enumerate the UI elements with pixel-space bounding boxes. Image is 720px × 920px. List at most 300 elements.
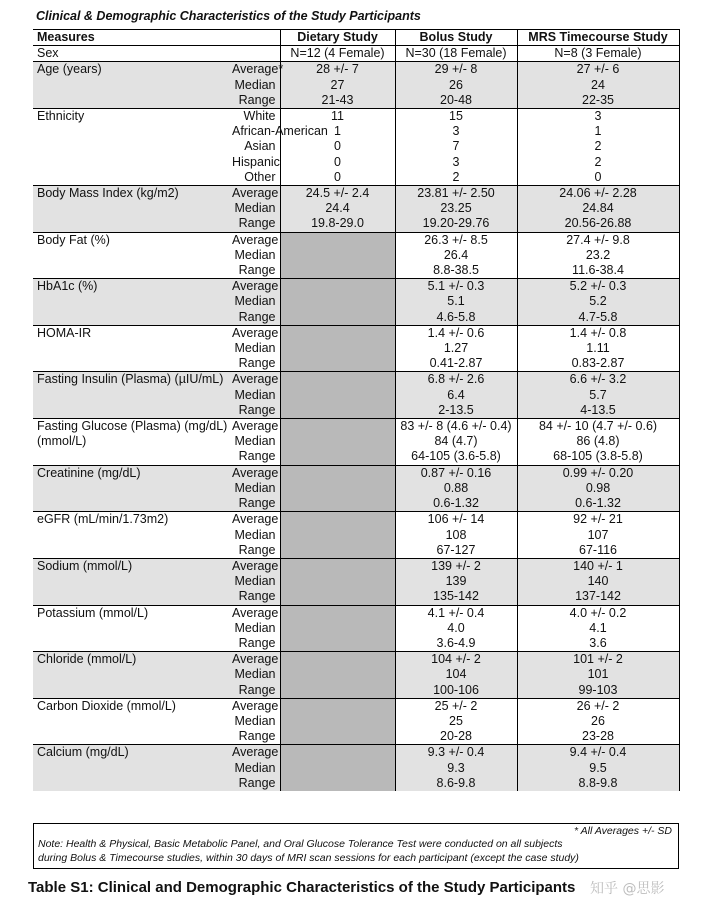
dietary-value <box>280 605 395 621</box>
bolus-value: 4.1 +/- 0.4 <box>395 605 517 621</box>
dietary-value <box>280 403 395 419</box>
table-row <box>33 589 679 605</box>
measure-label: Ethnicity <box>33 109 228 125</box>
mrs-value: 0.98 <box>517 481 679 496</box>
bolus-value: 100-106 <box>395 683 517 699</box>
bolus-value: 139 +/- 2 <box>395 558 517 574</box>
measure-label: Body Mass Index (kg/m2) <box>33 186 228 202</box>
mrs-value: 5.7 <box>517 388 679 403</box>
mrs-value: 101 +/- 2 <box>517 652 679 668</box>
bolus-value: 5.1 +/- 0.3 <box>395 279 517 295</box>
measure-label: HOMA-IR <box>33 325 228 341</box>
mrs-value: 9.4 +/- 0.4 <box>517 745 679 761</box>
mrs-value: 23-28 <box>517 729 679 745</box>
table-row <box>33 636 679 652</box>
bolus-value: 20-48 <box>395 93 517 109</box>
stat-label: Average <box>228 652 280 668</box>
mrs-value: 0.6-1.32 <box>517 496 679 512</box>
header-row <box>33 30 679 46</box>
mrs-value: 27.4 +/- 9.8 <box>517 232 679 248</box>
mrs-value: 3 <box>517 109 679 125</box>
mrs-value: 4.1 <box>517 621 679 636</box>
dietary-value: 19.8-29.0 <box>280 216 395 232</box>
mrs-value: 101 <box>517 667 679 682</box>
mrs-value: 2 <box>517 155 679 170</box>
bolus-value: 64-105 (3.6-5.8) <box>395 449 517 465</box>
table-row <box>33 543 679 559</box>
mrs-value: 6.6 +/- 3.2 <box>517 372 679 388</box>
measure-label <box>33 78 228 93</box>
stat-label: Median <box>228 201 280 216</box>
stat-label: Average <box>228 232 280 248</box>
measure-label: Sodium (mmol/L) <box>33 558 228 574</box>
table-row <box>33 745 679 761</box>
table-row <box>33 124 679 139</box>
table-body <box>33 46 679 791</box>
mrs-value: 0.83-2.87 <box>517 356 679 372</box>
dietary-value <box>280 621 395 636</box>
stat-label: Range <box>238 542 276 557</box>
mrs-value: 22-35 <box>517 93 679 109</box>
stat-label: Average <box>228 698 280 714</box>
dietary-value <box>280 636 395 652</box>
stat-label: Range <box>228 310 280 326</box>
table-row <box>33 403 679 419</box>
bolus-value: 8.8-38.5 <box>395 263 517 279</box>
stat-label: Range <box>238 449 276 464</box>
stat-label: Median <box>228 481 280 496</box>
measure-label <box>33 216 228 232</box>
mrs-value: 5.2 <box>517 294 679 309</box>
dietary-value <box>280 714 395 729</box>
table-row <box>33 449 679 465</box>
dietary-value <box>280 512 395 528</box>
dietary-value: 0 <box>280 170 395 186</box>
measure-label <box>33 574 228 589</box>
sex-row <box>33 46 679 62</box>
measure-label <box>33 729 228 745</box>
mrs-value: 140 +/- 1 <box>517 558 679 574</box>
mrs-value: 1.11 <box>517 341 679 356</box>
measure-label: Potassium (mmol/L) <box>33 605 228 621</box>
table-row <box>33 605 679 621</box>
stat-label: Median <box>234 341 276 356</box>
dietary-value <box>280 667 395 682</box>
dietary-value <box>280 388 395 403</box>
bolus-value: 20-28 <box>395 729 517 745</box>
sex-dietary: N=12 (4 Female) <box>280 46 395 62</box>
measure-label <box>33 543 228 559</box>
table-row <box>33 729 679 745</box>
bolus-value: 26 <box>395 78 517 93</box>
mrs-value: 99-103 <box>517 683 679 699</box>
table-row <box>33 62 679 78</box>
mrs-value: 8.8-9.8 <box>517 776 679 791</box>
bolus-value: 3 <box>395 124 517 139</box>
note-box <box>33 823 679 869</box>
measure-label <box>33 714 228 729</box>
table-row <box>33 232 679 248</box>
table-row <box>33 574 679 589</box>
stat-label: Range <box>238 356 276 371</box>
sex-label: Sex <box>33 46 280 62</box>
stat-label: Range <box>238 263 276 278</box>
table-row <box>33 216 679 232</box>
measure-label <box>33 93 228 109</box>
stat-label: Range <box>228 403 280 419</box>
bolus-value: 84 (4.7) <box>395 434 517 449</box>
sex-mrs: N=8 (3 Female) <box>517 46 679 62</box>
bolus-value: 26.3 +/- 8.5 <box>395 232 517 248</box>
stat-label: Hispanic <box>232 154 280 169</box>
watermark: 知乎 @思影 <box>590 881 665 897</box>
stat-label: Median <box>228 574 280 589</box>
table-caption: Table S1: Clinical and Demographic Characteristics of the Study Participants <box>28 879 576 896</box>
table-row <box>33 201 679 216</box>
table-row <box>33 652 679 668</box>
table-row <box>33 248 679 263</box>
table-row <box>33 186 679 202</box>
dietary-value <box>280 558 395 574</box>
bolus-value: 104 +/- 2 <box>395 652 517 668</box>
stat-label: Other <box>244 169 276 184</box>
bolus-value: 135-142 <box>395 589 517 605</box>
bolus-value: 23.25 <box>395 201 517 216</box>
dietary-value: 0 <box>280 139 395 154</box>
dietary-value <box>280 481 395 496</box>
bolus-value: 83 +/- 8 (4.6 +/- 0.4) <box>395 419 517 435</box>
stat-label: Median <box>228 667 280 682</box>
mrs-value: 137-142 <box>517 589 679 605</box>
mrs-value: 107 <box>517 528 679 543</box>
stat-label: Range <box>228 683 280 699</box>
stat-label: Range <box>228 776 280 791</box>
dietary-value: 0 <box>280 155 395 170</box>
measure-label <box>33 667 228 682</box>
table-row <box>33 528 679 543</box>
dietary-value <box>280 419 395 435</box>
dietary-value <box>280 745 395 761</box>
dietary-value <box>280 528 395 543</box>
measure-label: eGFR (mL/min/1.73m2) <box>33 512 228 528</box>
bolus-value: 6.4 <box>395 388 517 403</box>
dietary-value: 24.4 <box>280 201 395 216</box>
bolus-value: 2 <box>395 170 517 186</box>
mrs-value: 1.4 +/- 0.8 <box>517 325 679 341</box>
bolus-value: 29 +/- 8 <box>395 62 517 78</box>
mrs-value: 3.6 <box>517 636 679 652</box>
bolus-value: 9.3 +/- 0.4 <box>395 745 517 761</box>
mrs-value: 20.56-26.88 <box>517 216 679 232</box>
bolus-value: 9.3 <box>395 761 517 776</box>
measure-label <box>33 496 228 512</box>
measure-label: Age (years) <box>33 62 228 78</box>
sex-bolus: N=30 (18 Female) <box>395 46 517 62</box>
dietary-value <box>280 356 395 372</box>
dietary-value <box>280 310 395 326</box>
mrs-value: 67-116 <box>517 543 679 559</box>
stat-label: Average <box>228 419 280 435</box>
dietary-value <box>280 325 395 341</box>
bolus-value: 26.4 <box>395 248 517 263</box>
dietary-value <box>280 232 395 248</box>
dietary-value <box>280 465 395 481</box>
bolus-value: 0.6-1.32 <box>395 496 517 512</box>
measure-label <box>33 636 228 652</box>
stat-label: Range <box>228 496 280 512</box>
measure-label <box>33 155 228 170</box>
table-row <box>33 341 679 356</box>
mrs-value: 4.0 +/- 0.2 <box>517 605 679 621</box>
table-row <box>33 372 679 388</box>
dietary-value: 28 +/- 7 <box>280 62 395 78</box>
mrs-value: 26 <box>517 714 679 729</box>
table-row <box>33 667 679 682</box>
bolus-value: 2-13.5 <box>395 403 517 419</box>
bolus-value: 1.4 +/- 0.6 <box>395 325 517 341</box>
measure-label: Chloride (mmol/L) <box>33 652 228 668</box>
table-row <box>33 388 679 403</box>
bolus-value: 67-127 <box>395 543 517 559</box>
stat-label: Range <box>228 93 280 109</box>
measure-label <box>33 449 228 465</box>
table-row <box>33 93 679 109</box>
bolus-value: 1.27 <box>395 341 517 356</box>
mrs-value: 86 (4.8) <box>517 434 679 449</box>
stat-label: Average <box>228 186 280 202</box>
stat-label: Average <box>228 465 280 481</box>
table-row <box>33 776 679 791</box>
note-line-2: during Bolus & Timecourse studies, within 30 days of MRI scan sessions for each participant (except the case study) <box>38 852 579 864</box>
measure-label <box>33 248 228 263</box>
bolus-value: 106 +/- 14 <box>395 512 517 528</box>
dietary-value <box>280 543 395 559</box>
stat-label: Range <box>228 589 280 605</box>
mrs-value: 26 +/- 2 <box>517 698 679 714</box>
table-row <box>33 481 679 496</box>
bolus-value: 8.6-9.8 <box>395 776 517 791</box>
measure-label <box>33 341 228 356</box>
table-row <box>33 558 679 574</box>
dietary-value <box>280 294 395 309</box>
table-row <box>33 512 679 528</box>
mrs-value: 9.5 <box>517 761 679 776</box>
mrs-value: 24 <box>517 78 679 93</box>
measure-label <box>33 124 228 139</box>
stat-label: Median <box>234 247 276 262</box>
mrs-value: 11.6-38.4 <box>517 263 679 279</box>
dietary-value <box>280 372 395 388</box>
table-row <box>33 78 679 93</box>
stat-label: Average <box>228 512 280 528</box>
stat-label: Median <box>234 434 276 449</box>
mrs-value: 2 <box>517 139 679 154</box>
stat-label: Asian <box>244 139 276 154</box>
dietary-value <box>280 263 395 279</box>
stat-label: Average <box>228 372 280 388</box>
measure-label <box>33 139 228 154</box>
table-row <box>33 294 679 309</box>
dietary-value <box>280 449 395 465</box>
measure-label: Calcium (mg/dL) <box>33 745 228 761</box>
mrs-value: 4.7-5.8 <box>517 310 679 326</box>
bolus-value: 104 <box>395 667 517 682</box>
bolus-value: 3.6-4.9 <box>395 636 517 652</box>
measure-label: (mmol/L) <box>37 434 87 449</box>
bolus-value: 0.88 <box>395 481 517 496</box>
bolus-value: 4.0 <box>395 621 517 636</box>
stat-label: Median <box>228 78 280 93</box>
stat-label: Median <box>228 294 280 309</box>
mrs-value: 4-13.5 <box>517 403 679 419</box>
dietary-value <box>280 574 395 589</box>
stat-label: Median <box>228 761 280 776</box>
measure-label <box>33 356 228 372</box>
measure-label <box>33 263 228 279</box>
measure-label <box>33 776 228 791</box>
dietary-value <box>280 729 395 745</box>
mrs-value: 27 +/- 6 <box>517 62 679 78</box>
mrs-value: 0 <box>517 170 679 186</box>
table-row <box>33 170 679 186</box>
dietary-value: 11 <box>280 109 395 125</box>
measure-label <box>33 403 228 419</box>
measure-label <box>33 683 228 699</box>
dietary-value: 27 <box>280 78 395 93</box>
stat-label: African-American <box>232 124 328 139</box>
dietary-value <box>280 496 395 512</box>
note-line-1: Note: Health & Physical, Basic Metabolic Panel, and Oral Glucose Tolerance Test were conducted on all subjects <box>38 838 563 850</box>
measure-label: HbA1c (%) <box>33 279 228 295</box>
table-row <box>33 419 679 435</box>
mrs-value: 84 +/- 10 (4.7 +/- 0.6) <box>517 419 679 435</box>
measure-label <box>33 589 228 605</box>
measure-label: Carbon Dioxide (mmol/L) <box>33 698 228 714</box>
stat-label: Median <box>228 388 280 403</box>
table-row <box>33 325 679 341</box>
dietary-value <box>280 698 395 714</box>
dietary-value <box>280 434 395 449</box>
dietary-value <box>280 652 395 668</box>
bolus-value: 25 <box>395 714 517 729</box>
table-row <box>33 698 679 714</box>
sheet-title: Clinical & Demographic Characteristics of the Study Participants <box>36 9 421 23</box>
bolus-value: 15 <box>395 109 517 125</box>
mrs-value: 0.99 +/- 0.20 <box>517 465 679 481</box>
bolus-value: 19.20-29.76 <box>395 216 517 232</box>
measure-label <box>33 201 228 216</box>
bolus-value: 5.1 <box>395 294 517 309</box>
table-row <box>33 279 679 295</box>
table-row <box>33 465 679 481</box>
bolus-value: 139 <box>395 574 517 589</box>
header-dietary: Dietary Study <box>280 30 395 46</box>
bolus-value: 0.41-2.87 <box>395 356 517 372</box>
dietary-value <box>280 761 395 776</box>
bolus-value: 0.87 +/- 0.16 <box>395 465 517 481</box>
measure-label: Creatinine (mg/dL) <box>33 465 228 481</box>
table-row <box>33 155 679 170</box>
mrs-value: 140 <box>517 574 679 589</box>
dietary-value: 1 <box>280 124 395 139</box>
stat-label: Range <box>238 635 276 650</box>
mrs-value: 5.2 +/- 0.3 <box>517 279 679 295</box>
measure-label: Fasting Insulin (Plasma) (µIU/mL) <box>33 372 228 388</box>
bolus-value: 6.8 +/- 2.6 <box>395 372 517 388</box>
bolus-value: 108 <box>395 528 517 543</box>
measure-label <box>33 761 228 776</box>
stat-label: Average* <box>228 62 280 78</box>
measure-label <box>33 388 228 403</box>
mrs-value: 92 +/- 21 <box>517 512 679 528</box>
dietary-value <box>280 279 395 295</box>
table-row <box>33 683 679 699</box>
mrs-value: 24.84 <box>517 201 679 216</box>
footnote: * All Averages +/- SD <box>574 825 672 837</box>
stat-label: Median <box>234 713 276 728</box>
measure-label: Fasting Glucose (Plasma) (mg/dL) <box>33 419 228 435</box>
stat-label: Median <box>234 527 276 542</box>
mrs-value: 23.2 <box>517 248 679 263</box>
characteristics-table <box>33 29 680 791</box>
measure-label <box>33 170 228 186</box>
mrs-value: 24.06 +/- 2.28 <box>517 186 679 202</box>
measure-label <box>33 294 228 309</box>
dietary-value <box>280 341 395 356</box>
table-row <box>33 496 679 512</box>
stat-label: Range <box>238 729 276 744</box>
measure-label: Body Fat (%) <box>33 232 228 248</box>
dietary-value: 24.5 +/- 2.4 <box>280 186 395 202</box>
measure-label <box>33 621 228 636</box>
header-bolus: Bolus Study <box>395 30 517 46</box>
bolus-value: 3 <box>395 155 517 170</box>
measure-label <box>33 481 228 496</box>
bolus-value: 23.81 +/- 2.50 <box>395 186 517 202</box>
table-row <box>33 621 679 636</box>
header-mrs: MRS Timecourse Study <box>517 30 679 46</box>
table-row <box>33 356 679 372</box>
mrs-value: 68-105 (3.8-5.8) <box>517 449 679 465</box>
dietary-value <box>280 683 395 699</box>
header-measures: Measures <box>33 30 280 46</box>
stat-label: Median <box>234 620 276 635</box>
bolus-value: 25 +/- 2 <box>395 698 517 714</box>
mrs-value: 1 <box>517 124 679 139</box>
table-row <box>33 109 679 125</box>
stat-label: Average <box>228 325 280 341</box>
stat-label: Range <box>228 216 280 232</box>
measure-label <box>33 528 228 543</box>
table-row <box>33 714 679 729</box>
table-row <box>33 263 679 279</box>
table-row <box>33 139 679 154</box>
dietary-value <box>280 589 395 605</box>
stat-label: Average <box>228 745 280 761</box>
measure-label <box>33 310 228 326</box>
stat-label: Average <box>228 558 280 574</box>
stat-label: Average <box>228 279 280 295</box>
stat-label: White <box>228 109 280 125</box>
table-row <box>33 434 679 449</box>
dietary-value <box>280 248 395 263</box>
dietary-value: 21-43 <box>280 93 395 109</box>
table-row <box>33 761 679 776</box>
bolus-value: 4.6-5.8 <box>395 310 517 326</box>
table-row <box>33 310 679 326</box>
dietary-value <box>280 776 395 791</box>
stat-label: Average <box>228 605 280 621</box>
